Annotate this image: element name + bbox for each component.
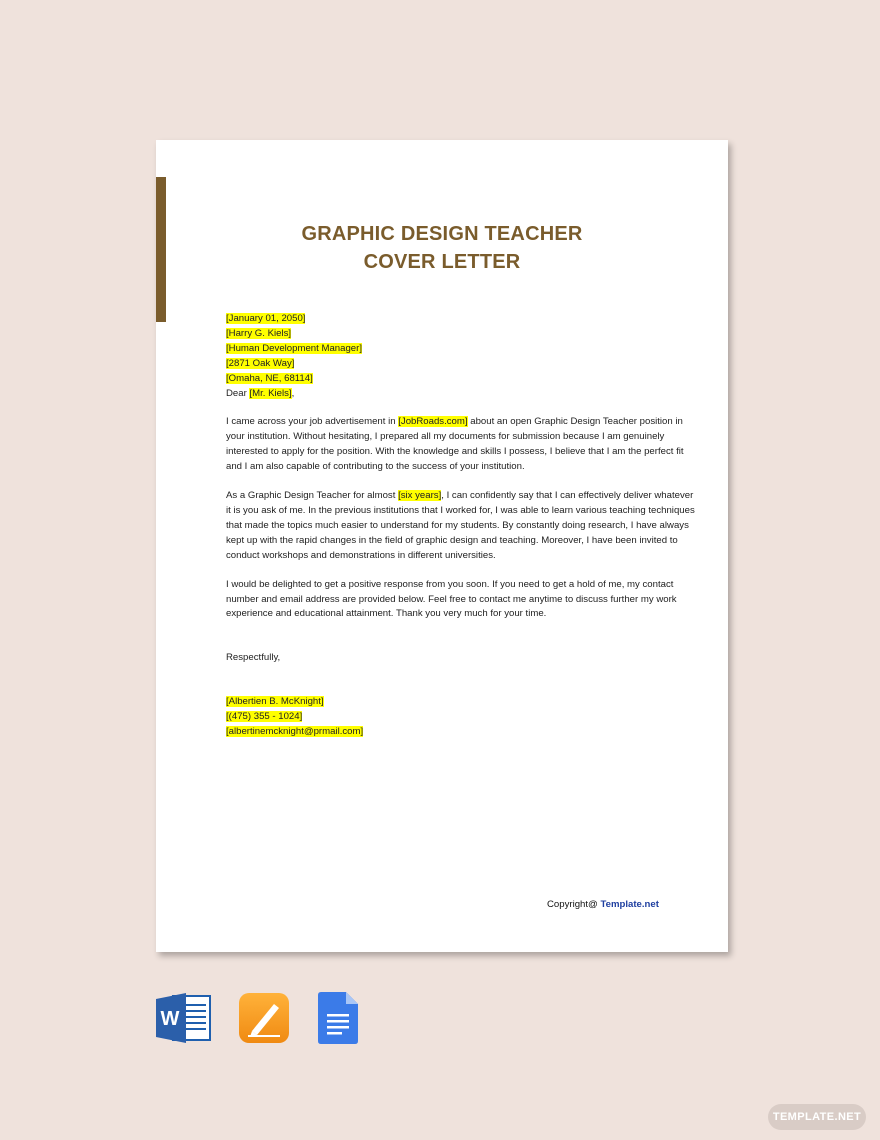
word-icon[interactable] (156, 992, 212, 1049)
watermark: TEMPLATE.NET (768, 1104, 866, 1130)
job-board-field: [JobRoads.com] (398, 416, 468, 428)
signature-block (226, 695, 696, 740)
letter-date (226, 312, 696, 327)
salutation-name: [Mr. Kiels] (249, 387, 292, 399)
pages-icon[interactable] (238, 992, 290, 1049)
sender-email: [albertinemcknight@prmail.com] (226, 726, 364, 738)
svg-text:W: W (160, 1008, 180, 1030)
copyright: Copyright@ Template.net (547, 899, 659, 910)
salutation: Dear [Mr. Kiels], (226, 387, 295, 399)
recipient-city: [Omaha, NE, 68114] (226, 372, 313, 384)
recipient-position: [Human Development Manager] (226, 342, 362, 354)
title-line-1: GRAPHIC DESIGN TEACHER (301, 223, 583, 245)
paragraph-3: I would be delighted to get a positive response from you soon. If you need to get a hold of me, my contact number and email address are provided below. Feel free to contact me anytime to discuss further my work experience and educational attainment. Thank you very much for your time. (226, 578, 677, 620)
sender-name: [Albertien B. McKnight] (226, 696, 324, 708)
google-docs-icon[interactable] (318, 992, 358, 1049)
recipient-block (226, 327, 696, 387)
letter-page (156, 140, 728, 952)
letter-body (226, 312, 696, 740)
sender-phone: [(475) 355 - 1024] (226, 711, 303, 723)
letter-title (156, 220, 728, 276)
years-field: [six years] (398, 490, 442, 502)
recipient-name: [Harry G. Kiels] (226, 327, 292, 339)
paragraph-2: As a Graphic Design Teacher for almost [six years], I can confidently say that I can effectively deliver whatever it is you ask of me. In the previous institutions that I worked for, I was able to learn various teaching techniques that made the topics much easier to understand for my students. By constantly doing research, I have always kept up with the rapid changes in the field of graphic design and teaching. Moreover, I have been invited to conduct workshops and demonstrations in different universities. (226, 490, 695, 561)
paragraph-1: I came across your job advertisement in [JobRoads.com] about an open Graphic Design Teacher position in your institution. Without hesitating, I prepared all my documents for submission because I am genuinely interested to apply for the position. With the knowledge and skills I possess, I believe that I am the perfect fit and I am also capable of contributing to the success of your institution. (226, 416, 684, 473)
date-field: [January 01, 2050] (226, 313, 306, 324)
title-line-2: COVER LETTER (363, 251, 521, 273)
copyright-link[interactable]: Template.net (600, 899, 659, 910)
recipient-street: [2871 Oak Way] (226, 357, 295, 369)
closing: Respectfully, (226, 652, 281, 664)
